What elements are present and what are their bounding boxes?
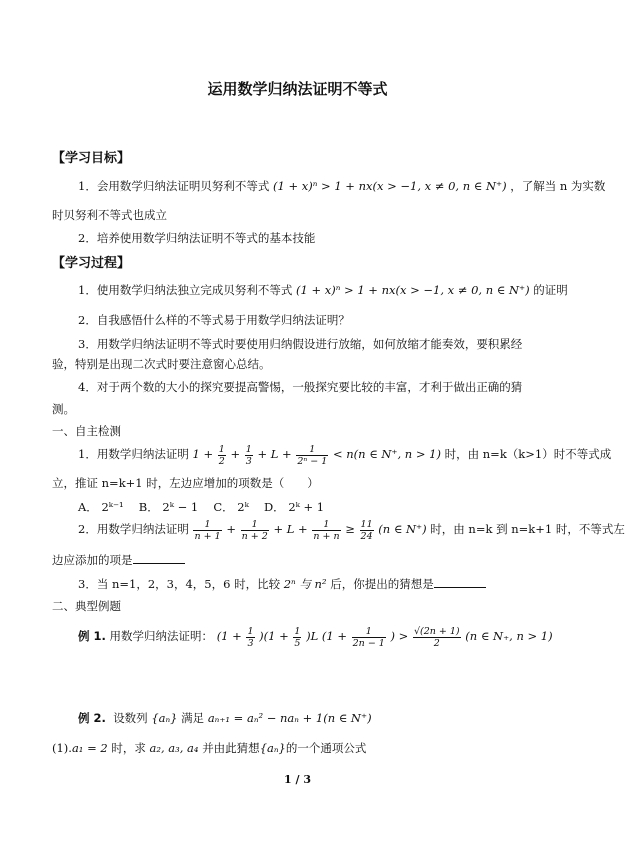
process-1-text-end: 的证明 bbox=[533, 283, 568, 297]
question-2-line: 2．用数学归纳法证明 $\frac{1}{n + 1}$ + $\frac{1}{n + 2}$ + L + $\frac{1}{n + n}$ ≥ $\frac{11}{24}$ (n ∈ N⁺) 时，由 n=k 到 n=k+1 时，不等式左 bbox=[78, 518, 625, 542]
goal-1-text-end: ，了解当 n 为实数 bbox=[510, 179, 606, 193]
process-1-formula: (1 + x)ⁿ > 1 + nx(x > −1, x ≠ 0, n ∈ N⁺) bbox=[295, 283, 530, 297]
question-1-continued: 立，推证 n=k+1 时，左边应增加的项数是（ ） bbox=[52, 476, 319, 490]
fraction-1-5-ex1: $\frac{1}{5}$ bbox=[294, 625, 301, 649]
goal-1-continued: 时贝努利不等式也成立 bbox=[52, 208, 167, 222]
process-4-line-a: 4．对于两个数的大小的探究要提高警惕，一般探究要比较的丰富，才利于做出正确的猜 bbox=[78, 380, 523, 394]
fraction-sqrt-ex1: $\frac{√(2n + 1)}{2}$ bbox=[413, 625, 460, 649]
answer-blank-2[interactable] bbox=[133, 553, 185, 564]
fraction-1-over-2n-1-ex1: $\frac{1}{2n - 1}$ bbox=[352, 625, 385, 649]
process-1-text: 1．使用数学归纳法独立完成贝努利不等式 bbox=[78, 283, 293, 297]
fraction-1-over-n-2: $\frac{1}{n + 2}$ bbox=[241, 518, 268, 542]
goal-2: 2．培养使用数学归纳法证明不等式的基本技能 bbox=[78, 231, 316, 245]
goal-1-formula: (1 + x)ⁿ > 1 + nx(x > −1, x ≠ 0, n ∈ N⁺) bbox=[272, 179, 507, 193]
fraction-1-3-ex1: $\frac{1}{3}$ bbox=[247, 625, 254, 649]
question-2-text: 2．用数学归纳法证明 bbox=[78, 522, 189, 536]
fraction-11-24: $\frac{11}{24}$ bbox=[360, 518, 373, 542]
question-1-text-end: 时，由 n=k（k>1）时不等式成 bbox=[444, 447, 612, 461]
process-3-line-a: 3．用数学归纳法证明不等式时要使用归纳假设进行放缩，如何放缩才能奏效，要积累经 bbox=[78, 337, 523, 351]
question-1-formula-start: 1 + bbox=[192, 447, 214, 461]
question-1-formula-end: < n(n ∈ N⁺, n > 1) bbox=[332, 447, 441, 461]
example-1-label: 例 1. bbox=[78, 629, 106, 643]
example-1-line: 例 1. 用数学归纳法证明： (1 + $\frac{1}{3}$ )(1 + $\frac{1}{5}$ )L (1 + $\frac{1}{2n - 1}$ ) > $\frac{√(2n + 1)}{2}$ (n ∈ N₊, n > 1) bbox=[78, 625, 553, 649]
question-2-continued: 边应添加的项是 bbox=[52, 552, 185, 568]
question-2-formula-end: (n ∈ N⁺) bbox=[378, 522, 427, 536]
question-1-line: 1．用数学归纳法证明 1 + $\frac{1}{2}$ + $\frac{1}{3}$ + L + $\frac{1}{\text{2ⁿ − 1}}$ < n(n ∈ N⁺, n > 1) 时，由 n=k（k>1）时不等式成 bbox=[78, 443, 612, 467]
question-3-line bbox=[78, 576, 486, 592]
example-2-sub-1: (1).a₁ = 2 时，求 a₂, a₃, a₄ 并由此猜想{aₙ}的一个通项公式 bbox=[52, 741, 367, 755]
fraction-1-over-n-1: $\frac{1}{n + 1}$ bbox=[194, 518, 221, 542]
page-title: 运用数学归纳法证明不等式 bbox=[207, 80, 388, 98]
example-2-line: 例 2. 设数列 {aₙ} 满足 aₙ₊₁ = aₙ² − naₙ + 1(n ∈ N⁺) bbox=[78, 711, 372, 725]
process-1-line bbox=[78, 282, 568, 298]
process-2: 2．自我感悟什么样的不等式易于用数学归纳法证明？ bbox=[78, 313, 350, 327]
example-2-label: 例 2. bbox=[78, 711, 106, 725]
fraction-1-over-n-n: $\frac{1}{n + n}$ bbox=[313, 518, 340, 542]
recurrence-formula: aₙ₊₁ = aₙ² − naₙ + 1(n ∈ N⁺) bbox=[207, 711, 372, 725]
goal-1-text: 1．会用数学归纳法证明贝努利不等式 bbox=[78, 179, 270, 193]
question-1-options: A． 2ᵏ⁻¹ B． 2ᵏ − 1 C． 2ᵏ D． 2ᵏ + 1 bbox=[78, 500, 325, 514]
question-1-text: 1．用数学归纳法证明 bbox=[78, 447, 189, 461]
part-2-heading: 二、典型例题 bbox=[52, 599, 121, 613]
fraction-1-3: $\frac{1}{3}$ bbox=[245, 443, 252, 467]
answer-blank-3[interactable] bbox=[434, 577, 486, 588]
sequence-symbol: {aₙ} bbox=[151, 711, 178, 725]
question-3-text-end: 后，你提出的猜想是 bbox=[330, 577, 434, 591]
section-heading-goals: 【学习目标】 bbox=[52, 151, 131, 166]
goal-1-line bbox=[78, 178, 605, 194]
process-4-line-b: 测。 bbox=[52, 402, 75, 416]
page-number: 1 / 3 bbox=[284, 773, 311, 786]
section-heading-process: 【学习过程】 bbox=[52, 256, 131, 271]
fraction-1-2: $\frac{1}{2}$ bbox=[218, 443, 225, 467]
process-3-line-b: 验，特别是出现二次式时要注意窗心总结。 bbox=[52, 357, 271, 371]
fraction-1-over-2n-1: $\frac{1}{\text{2ⁿ − 1}}$ bbox=[297, 443, 328, 467]
example-1-text: 用数学归纳法证明： bbox=[109, 629, 214, 643]
part-1-heading: 一、自主检测 bbox=[52, 424, 121, 438]
question-3-text: 3．当 n=1，2，3，4，5，6 时，比较 bbox=[78, 577, 281, 591]
question-3-formula: 2ⁿ 与 n² bbox=[283, 577, 327, 591]
question-2-text-end: 时，由 n=k 到 n=k+1 时，不等式左 bbox=[430, 522, 625, 536]
